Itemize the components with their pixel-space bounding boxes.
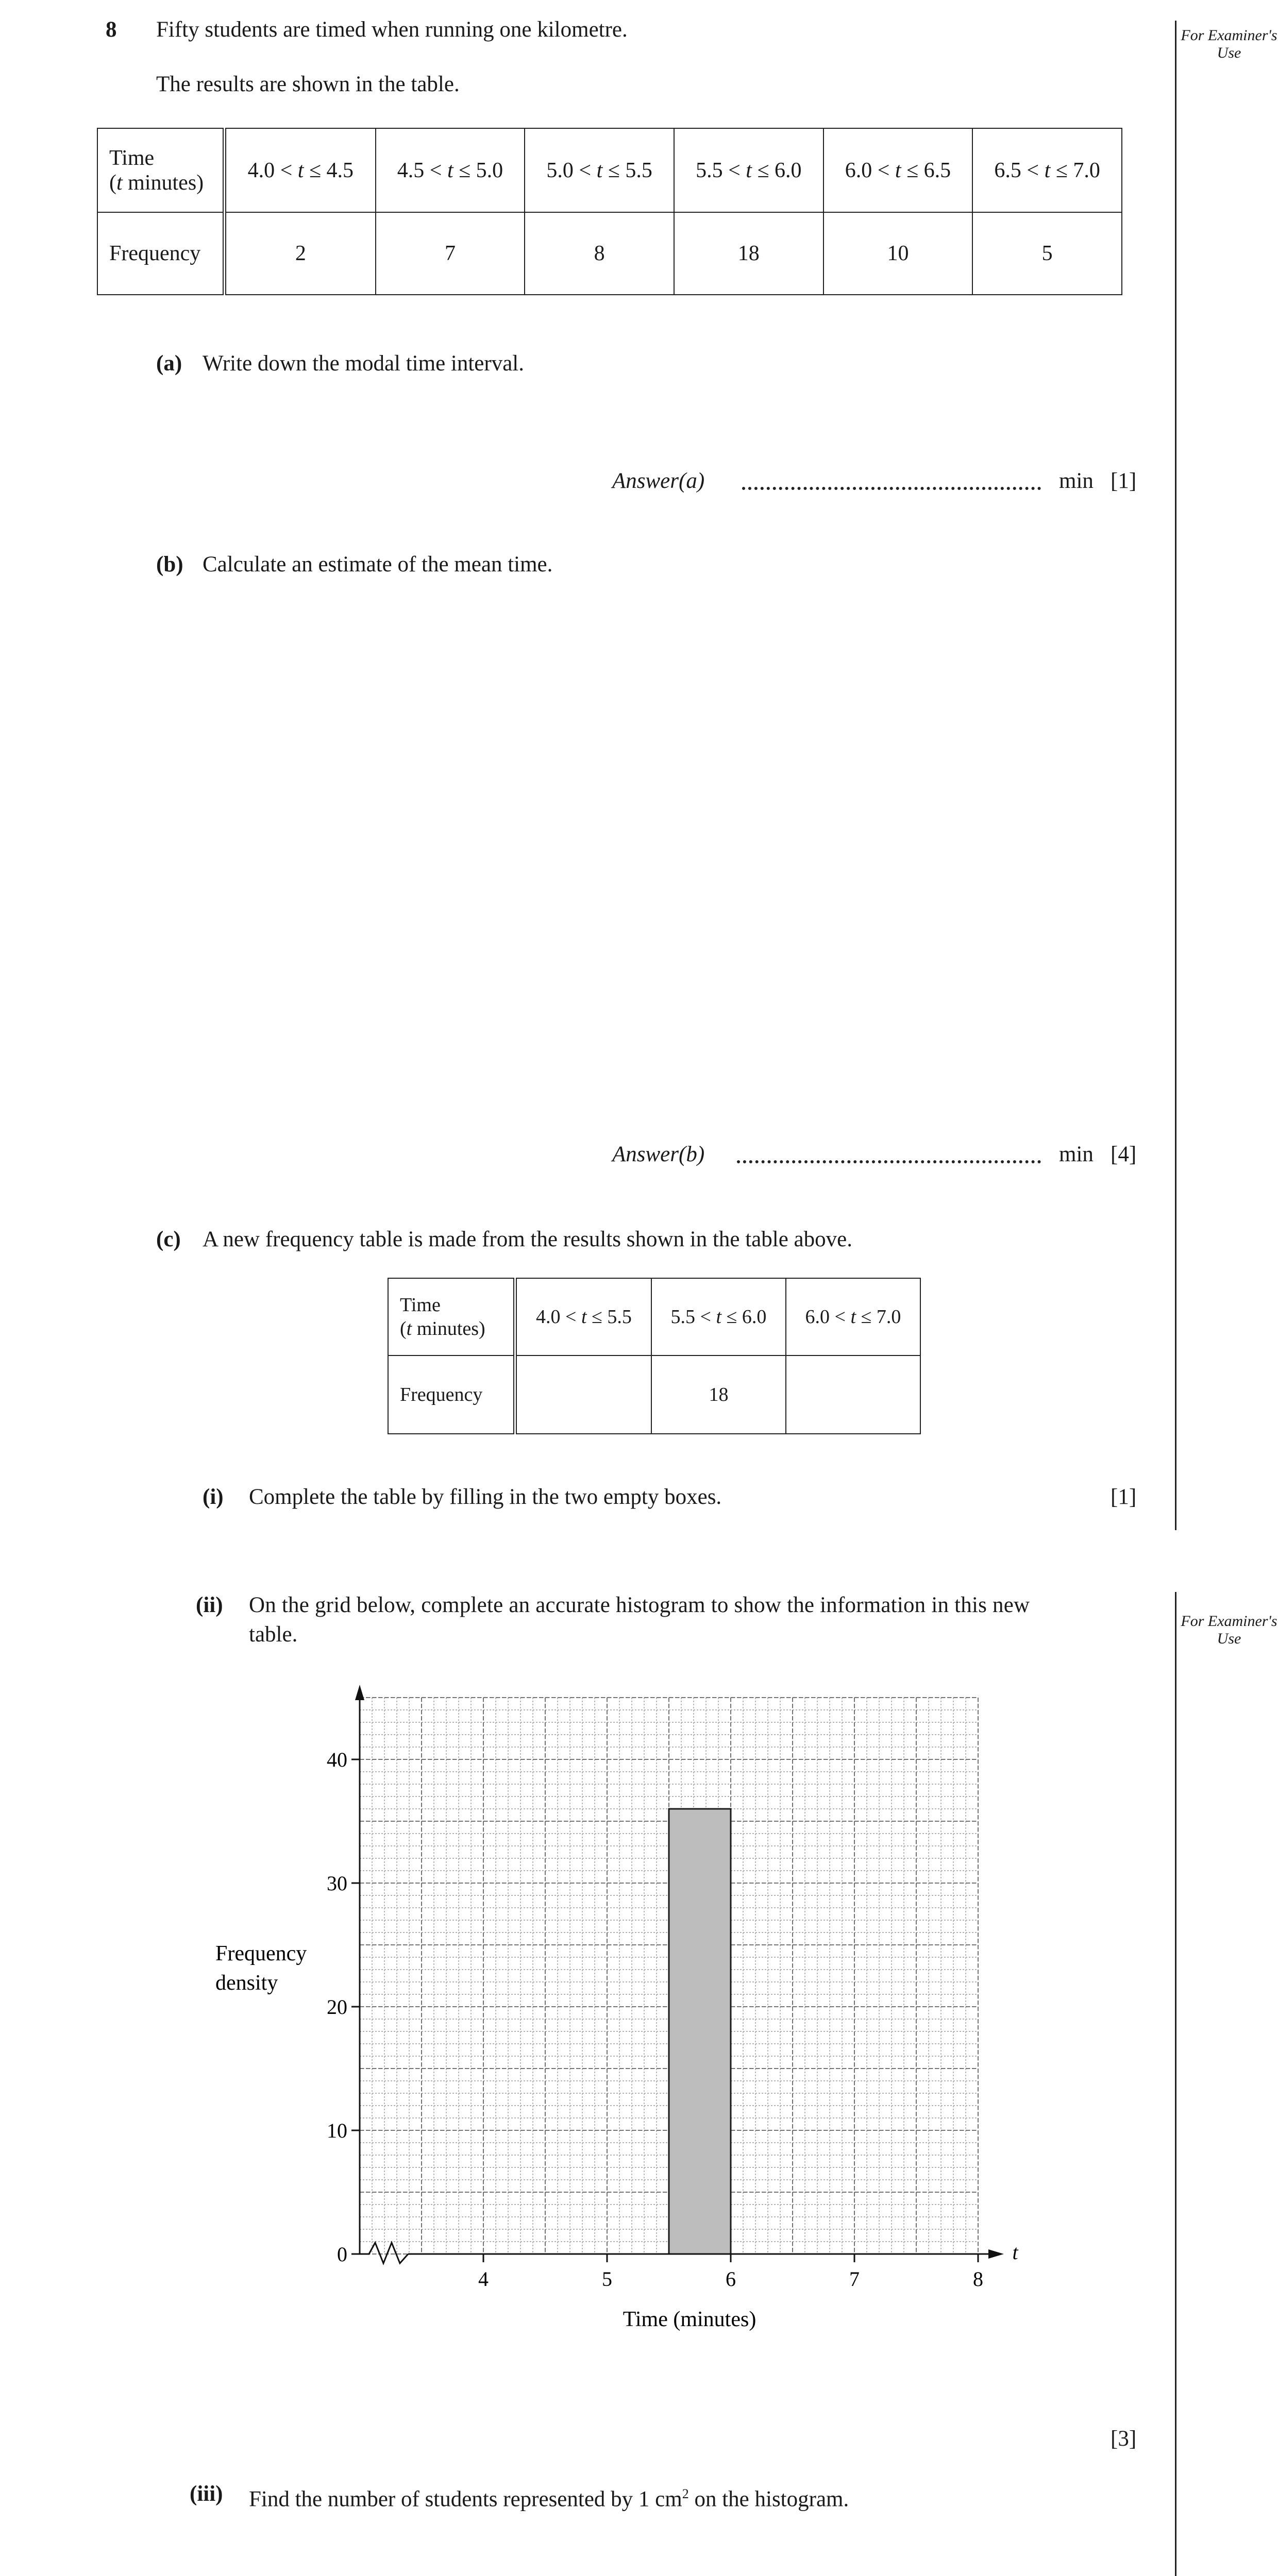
part-c-i-text: Complete the table by filling in the two empty boxes. [249, 1485, 722, 1509]
table-frequency-cell: 8 [525, 212, 674, 295]
variable-t: t [581, 1306, 587, 1328]
table-interval-cell: 5.5 < t ≤ 6.0 [674, 128, 823, 212]
new-frequency-table [388, 1278, 921, 1434]
variable-t: t [746, 158, 752, 182]
variable-t: t [297, 158, 304, 182]
part-a-label: (a) [156, 351, 182, 376]
part-a-answer-label: Answer(a) [612, 469, 705, 493]
y-tick-label: 10 [327, 2119, 347, 2142]
part-c-iii-text-post: on the histogram. [688, 2487, 849, 2512]
y-axis-arrow [355, 1685, 364, 1700]
x-axis-label: Time (minutes) [623, 2308, 756, 2331]
table-frequency-cell: 10 [823, 212, 973, 295]
part-c-ii-text-line2: table. [249, 1622, 298, 1647]
table-frequency-cell: 5 [972, 212, 1122, 295]
examiner-margin-rule-bottom [1175, 1592, 1176, 2576]
variable-t: t [716, 1306, 722, 1328]
new-table-interval-cell: 6.0 < t ≤ 7.0 [786, 1278, 920, 1355]
part-c-iii-text [249, 2481, 849, 2513]
variable-t: t [850, 1306, 856, 1328]
table-frequency-cell: 2 [225, 212, 376, 295]
y-tick-label: 40 [327, 1748, 347, 1771]
time-header-line2: (t minutes) [109, 171, 204, 195]
y-tick-label: 30 [327, 1872, 347, 1895]
y-tick-label: 0 [337, 2243, 347, 2266]
x-axis-break [360, 2243, 408, 2263]
histogram-chart[interactable] [196, 1680, 1041, 2391]
table-interval-cell: 6.0 < t ≤ 6.5 [823, 128, 973, 212]
x-tick-label: 8 [973, 2267, 983, 2291]
x-tick-label: 4 [478, 2267, 489, 2291]
part-c-i-marks: [1] [1111, 1485, 1137, 1509]
y-tick-label: 20 [327, 1995, 347, 2019]
table-frequency-cell: 18 [674, 212, 823, 295]
part-c-i-label: (i) [203, 1485, 224, 1509]
x-tick-label: 6 [726, 2267, 736, 2291]
x-axis-symbol: t [1012, 2241, 1018, 2264]
part-b-label: (b) [156, 552, 183, 577]
table-time-header [97, 128, 225, 212]
part-b-marks: [4] [1111, 1142, 1137, 1166]
table-frequency-label: Frequency [97, 212, 225, 295]
part-c-ii-label: (ii) [196, 1593, 223, 1617]
table-interval-cell: 5.0 < t ≤ 5.5 [525, 128, 674, 212]
table-intro: The results are shown in the table. [156, 72, 460, 96]
results-table [97, 128, 1122, 295]
variable-t: t [895, 158, 901, 182]
examiner-note-top: For Examiner's Use [1181, 27, 1277, 61]
new-table-interval-cell: 4.0 < t ≤ 5.5 [515, 1278, 651, 1355]
examiner-note-bottom: For Examiner's Use [1181, 1613, 1277, 1647]
part-c-ii-text-line1: On the grid below, complete an accurate histogram to show the information in this new [249, 1593, 1030, 1617]
part-b-answer-label: Answer(b) [612, 1142, 705, 1166]
part-b-unit: min [1059, 1142, 1094, 1166]
part-c-iii-label: (iii) [190, 2482, 223, 2506]
examiner-margin-rule-top [1175, 21, 1176, 1530]
variable-t: t [596, 158, 603, 182]
table-frequency-cell: 7 [376, 212, 525, 295]
new-table-frequency-label: Frequency [388, 1355, 515, 1434]
histogram-bar [669, 1809, 731, 2254]
table-interval-cell: 4.5 < t ≤ 5.0 [376, 128, 525, 212]
part-b-answer-line[interactable] [737, 1160, 1041, 1163]
y-axis-label-line2: density [215, 1971, 278, 1995]
new-time-header-line1: Time [400, 1294, 441, 1316]
question-number: 8 [106, 18, 117, 42]
part-c-iii-sup: 2 [682, 2486, 689, 2501]
x-tick-label: 7 [849, 2267, 860, 2291]
question-intro: Fifty students are timed when running one kilometre. [156, 18, 628, 42]
new-table-frequency-input[interactable] [786, 1355, 920, 1434]
y-axis-label-line1: Frequency [215, 1942, 307, 1965]
part-c-text: A new frequency table is made from the results shown in the table above. [203, 1227, 852, 1251]
table-interval-cell: 6.5 < t ≤ 7.0 [972, 128, 1122, 212]
variable-t: t [1044, 158, 1051, 182]
new-table-interval-cell: 5.5 < t ≤ 6.0 [651, 1278, 786, 1355]
part-a-marks: [1] [1111, 469, 1137, 493]
new-table-frequency-input[interactable] [515, 1355, 651, 1434]
x-tick-label: 5 [602, 2267, 612, 2291]
part-c-ii-marks: [3] [1111, 2427, 1137, 2451]
time-header-line1: Time [109, 146, 155, 170]
part-c-iii-text-pre: Find the number of students represented by 1 cm [249, 2487, 682, 2512]
part-a-text: Write down the modal time interval. [203, 351, 524, 376]
new-table-frequency-cell: 18 [651, 1355, 786, 1434]
table-interval-cell: 4.0 < t ≤ 4.5 [225, 128, 376, 212]
part-a-unit: min [1059, 469, 1094, 493]
x-axis-arrow [988, 2249, 1004, 2259]
part-a-answer-line[interactable] [742, 487, 1041, 490]
part-b-text: Calculate an estimate of the mean time. [203, 552, 553, 577]
variable-t: t [447, 158, 453, 182]
new-table-time-header [388, 1278, 515, 1355]
new-time-header-line2: (t minutes) [400, 1318, 485, 1340]
part-c-label: (c) [156, 1227, 181, 1251]
